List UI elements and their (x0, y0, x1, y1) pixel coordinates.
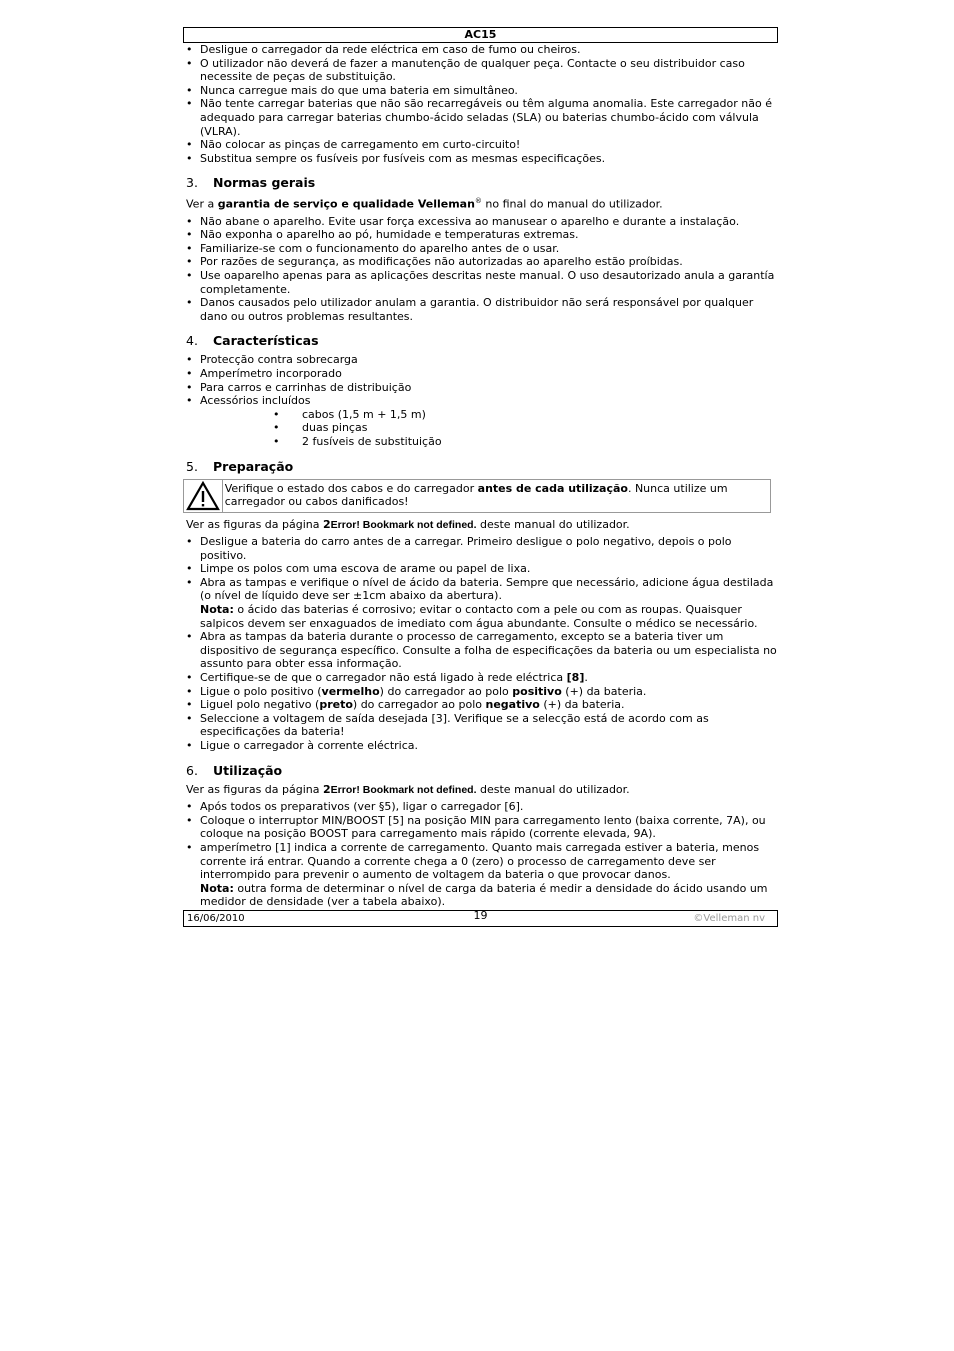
safety-list (183, 43, 778, 165)
section-heading-features: 4. Características (186, 333, 319, 349)
list-item: • Familiarize-se com o funcionamento do aparelho antes de o usar. (200, 242, 778, 256)
list-item: • Ligue o polo positivo (vermelho) do carregador ao polo positivo (+) da bateria. (200, 685, 778, 699)
list-item: • 2 fusíveis de substituição (302, 435, 778, 449)
manual-page (183, 27, 778, 924)
list-item: • Protecção contra sobrecarga (200, 353, 778, 367)
list-item: • Não abane o aparelho. Evite usar força excessiva ao manusear o aparelho e durante a instalação. (200, 215, 778, 229)
preparation-list (183, 535, 778, 753)
general-rules-list (183, 215, 778, 324)
list-item: • amperímetro [1] indica a corrente de carregamento. Quanto mais carregada estiver a bateria, menos corrente irá entrar. Quando a corrente chega a 0 (zero) o processo de carregamento deve ser interrompido para prevenir o aumento de voltagem da bateria o que provocar danos. Nota: outra forma de determinar o nível de carga da bateria é medir a densidade do ácido usando um medidor de densidade (ver a tabela abaixo). (200, 841, 778, 909)
list-item: • Certifique-se de que o carregador não está ligado à rede eléctrica [8]. (200, 671, 778, 685)
list-item: • Danos causados pelo utilizador anulam a garantia. O distribuidor não será responsável por qualquer dano ou outros problemas resultantes. (200, 296, 778, 323)
list-item: • Desligue a bateria do carro antes de a carregar. Primeiro desligue o polo negativo, depois o polo positivo. (200, 535, 778, 562)
features-list (183, 353, 778, 407)
list-item: • Para carros e carrinhas de distribuição (200, 381, 778, 395)
section-heading-general-rules: 3. Normas gerais (186, 175, 316, 191)
accessories-list (183, 408, 778, 449)
figures-reference: Ver as figuras da página 2Error! Bookmark not defined. deste manual do utilizador. (186, 517, 630, 531)
list-item: • Seleccione a voltagem de saída desejada [3]. Verifique se a selecção está de acordo com as especificações da bateria! (200, 712, 778, 739)
warning-box (183, 479, 771, 513)
page-footer (183, 910, 778, 927)
section-heading-use: 6. Utilização (186, 762, 283, 778)
list-item: • Abra as tampas da bateria durante o processo de carregamento, excepto se a bateria tiver um dispositivo de segurança específico. Consulte a folha de especificações da bateria ou um especialista no assunto para obter essa informação. (200, 630, 778, 671)
footer-date: 16/06/2010 (187, 913, 245, 924)
list-item: • Coloque o interruptor MIN/BOOST [5] na posição MIN para carregamento lento (baixa corrente, 7A), ou coloque na posição BOOST para carregamento mais rápido (corrente elevada, 9A). (200, 814, 778, 841)
list-item: • Use oaparelho apenas para as aplicações descritas neste manual. O uso desautorizado anula a garantía completamente. (200, 269, 778, 296)
list-item: • Substitua sempre os fusíveis por fusíveis com as mesmas especificações. (200, 152, 778, 166)
figures-reference: Ver as figuras da página 2Error! Bookmark not defined. deste manual do utilizador. (186, 782, 630, 796)
footer-copyright: ©Velleman nv (693, 913, 765, 924)
list-item: • Limpe os polos com uma escova de arame ou papel de lixa. (200, 562, 778, 576)
list-item: • O utilizador não deverá de fazer a manutenção de qualquer peça. Contacte o seu distribuidor caso necessite de peças de substituição. (200, 57, 778, 84)
list-item: • duas pinças (302, 421, 778, 435)
list-item: • Não exponha o aparelho ao pó, humidade e temperaturas extremas. (200, 228, 778, 242)
warning-triangle-icon (184, 480, 223, 512)
page-header: AC15 (183, 27, 778, 43)
section-heading-preparation: 5. Preparação (186, 458, 294, 474)
list-item: • Ligue o carregador à corrente eléctrica. (200, 739, 778, 753)
list-item: • Não colocar as pinças de carregamento em curto-circuito! (200, 138, 778, 152)
list-item: • Abra as tampas e verifique o nível de ácido da bateria. Sempre que necessário, adicione água destilada (o nível de líquido deve ser ±1cm abaixo da abertura). Nota: o ácido das baterias é corrosivo; evitar o contacto com a pele ou com as roupas. Quaisquer salpicos devem ser enxaguados de imediato com água abundante. Consulte o médico se necessário. (200, 576, 778, 630)
list-item: • Nunca carregue mais do que uma bateria em simultâneo. (200, 84, 778, 98)
list-item: • Por razões de segurança, as modificações não autorizadas ao aparelho estão proíbidas. (200, 255, 778, 269)
list-item: • cabos (1,5 m + 1,5 m) (302, 408, 778, 422)
list-item: • Após todos os preparativos (ver §5), ligar o carregador [6]. (200, 800, 778, 814)
list-item: • Acessórios incluídos (200, 394, 778, 408)
warranty-reference: Ver a garantia de serviço e qualidade Velleman® no final do manual do utilizador. (186, 197, 663, 211)
list-item: • Desligue o carregador da rede eléctrica em caso de fumo ou cheiros. (200, 43, 778, 57)
use-list (183, 800, 778, 909)
list-item: • Amperímetro incorporado (200, 367, 778, 381)
list-item: • Não tente carregar baterias que não são recarregáveis ou têm alguma anomalia. Este carregador não é adequado para carregar baterias chumbo-ácido seladas (SLA) ou baterias chumbo-ácido com válvula (VLRA). (200, 97, 778, 138)
warning-text: Verifique o estado dos cabos e do carregador antes de cada utilização. Nunca utilize um carregador ou cabos danificados! (224, 481, 728, 509)
page-number: 19 (473, 909, 488, 922)
list-item: • Liguel polo negativo (preto) do carregador ao polo negativo (+) da bateria. (200, 698, 778, 712)
